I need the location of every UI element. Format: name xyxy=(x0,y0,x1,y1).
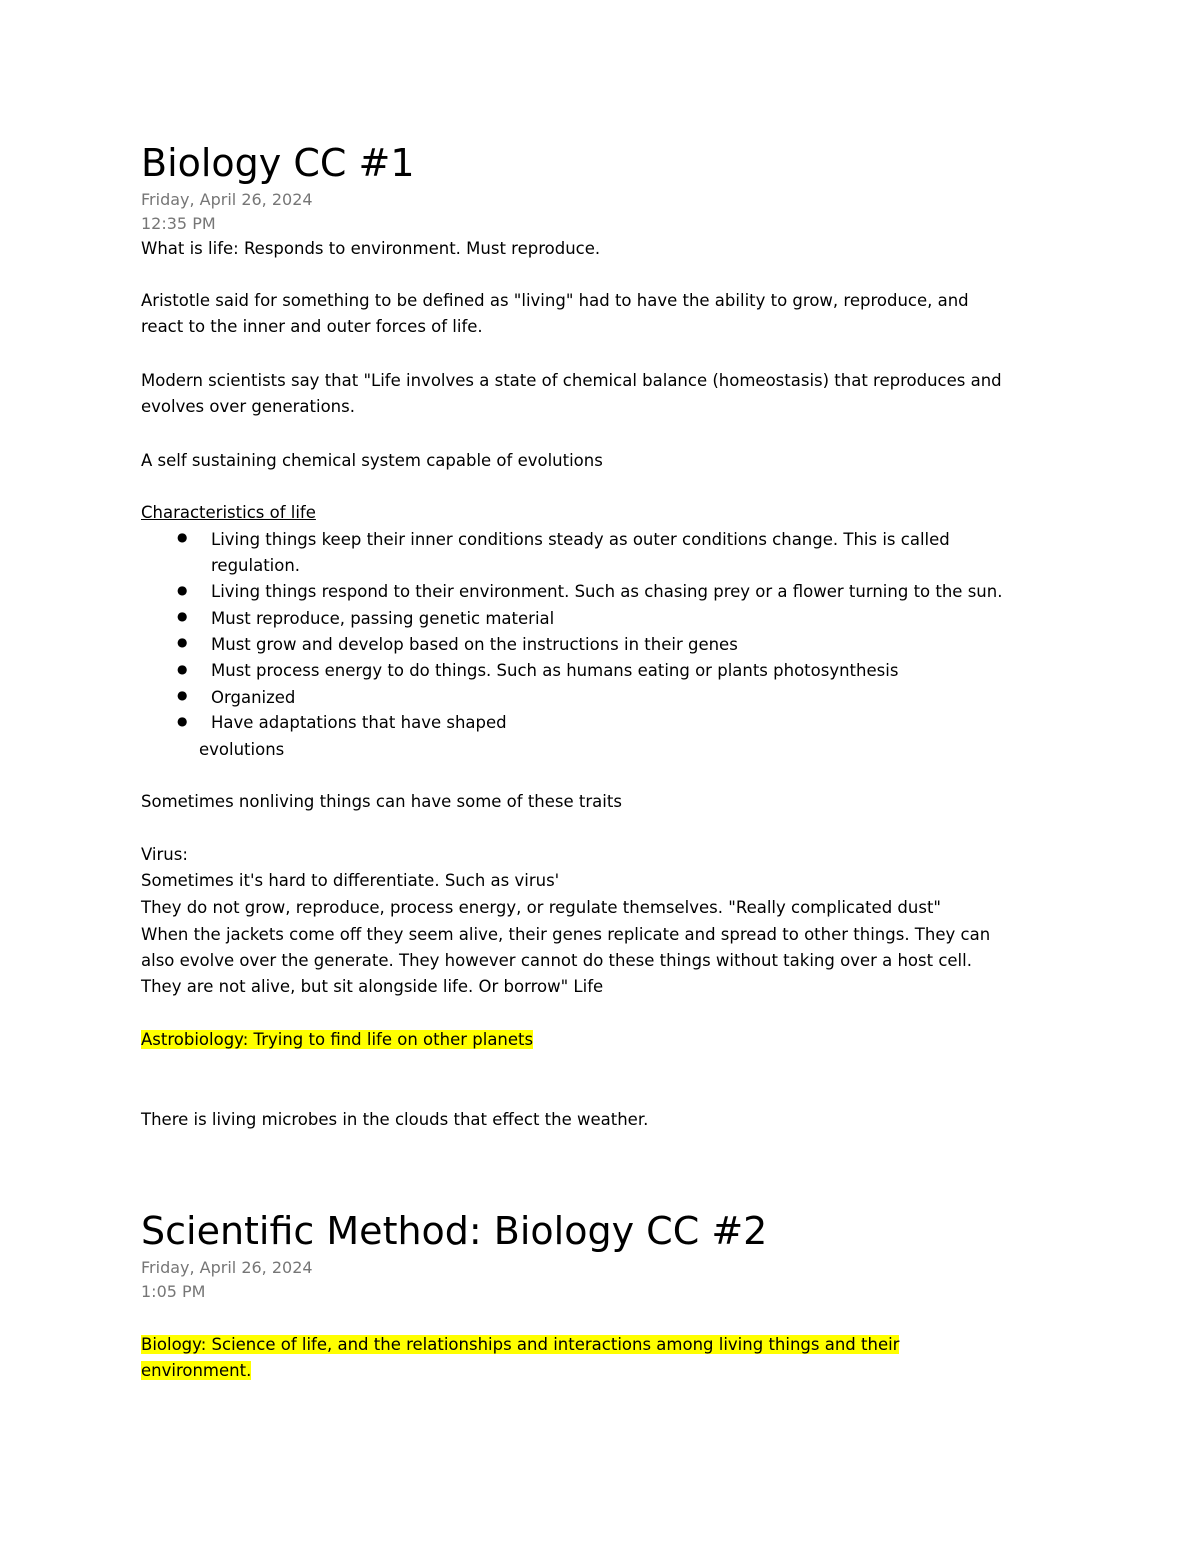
page-title: Biology CC #1 xyxy=(141,141,415,185)
paragraph-nonliving: Sometimes nonliving things can have some of these traits xyxy=(141,792,622,811)
virus-line: When the jackets come off they seem alive, their genes replicate and spread to other things. They can xyxy=(141,925,991,944)
virus-heading: Virus: xyxy=(141,845,188,864)
section2-title: Scientific Method: Biology CC #2 xyxy=(141,1209,768,1253)
biology-definition-line1 xyxy=(141,1332,899,1358)
note-time: 12:35 PM xyxy=(141,214,216,233)
list-item: Have adaptations that have shaped xyxy=(211,713,507,732)
characteristics-heading: Characteristics of life xyxy=(141,503,316,522)
list-item: Must reproduce, passing genetic material xyxy=(211,609,555,628)
paragraph-modern-line2: evolves over generations. xyxy=(141,397,355,416)
paragraph-aristotle-line1: Aristotle said for something to be defined as "living" had to have the ability to grow, reproduce, and xyxy=(141,291,969,310)
list-item: Living things respond to their environment. Such as chasing prey or a flower turning to the sun. xyxy=(211,582,1003,601)
virus-line: They are not alive, but sit alongside life. Or borrow" Life xyxy=(141,977,604,996)
highlighted-text: environment. xyxy=(141,1361,252,1380)
bullet-icon: ● xyxy=(177,583,188,597)
biology-definition-line2 xyxy=(141,1358,251,1384)
list-item: Must grow and develop based on the instructions in their genes xyxy=(211,635,738,654)
note-date: Friday, April 26, 2024 xyxy=(141,190,313,209)
paragraph-aristotle-line2: react to the inner and outer forces of life. xyxy=(141,317,483,336)
list-item: Living things keep their inner conditions steady as outer conditions change. This is called xyxy=(211,530,950,549)
paragraph-what-is-life: What is life: Responds to environment. Must reproduce. xyxy=(141,239,601,258)
list-item-continuation: evolutions xyxy=(199,740,285,759)
virus-line: also evolve over the generate. They however cannot do these things without taking over a host cell. xyxy=(141,951,972,970)
bullet-icon: ● xyxy=(177,714,188,728)
paragraph-modern-line1: Modern scientists say that "Life involves a state of chemical balance (homeostasis) that reproduces and xyxy=(141,371,1002,390)
paragraph-self-sustaining: A self sustaining chemical system capable of evolutions xyxy=(141,451,603,470)
bullet-icon: ● xyxy=(177,530,188,544)
bullet-icon: ● xyxy=(177,688,188,702)
astrobiology-note xyxy=(141,1027,533,1053)
paragraph-microbes: There is living microbes in the clouds that effect the weather. xyxy=(141,1110,649,1129)
list-item: Organized xyxy=(211,688,296,707)
virus-line: Sometimes it's hard to differentiate. Such as virus' xyxy=(141,871,560,890)
section2-time: 1:05 PM xyxy=(141,1282,206,1301)
bullet-icon: ● xyxy=(177,635,188,649)
list-item-continuation: regulation. xyxy=(211,556,301,575)
bullet-icon: ● xyxy=(177,609,188,623)
highlighted-text: Biology: Science of life, and the relationships and interactions among living things and their xyxy=(141,1335,900,1354)
list-item: Must process energy to do things. Such as humans eating or plants photosynthesis xyxy=(211,661,899,680)
section2-date: Friday, April 26, 2024 xyxy=(141,1258,313,1277)
highlighted-text: Astrobiology: Trying to find life on other planets xyxy=(141,1030,534,1049)
bullet-icon: ● xyxy=(177,662,188,676)
virus-line: They do not grow, reproduce, process energy, or regulate themselves. "Really complicated dust" xyxy=(141,898,942,917)
